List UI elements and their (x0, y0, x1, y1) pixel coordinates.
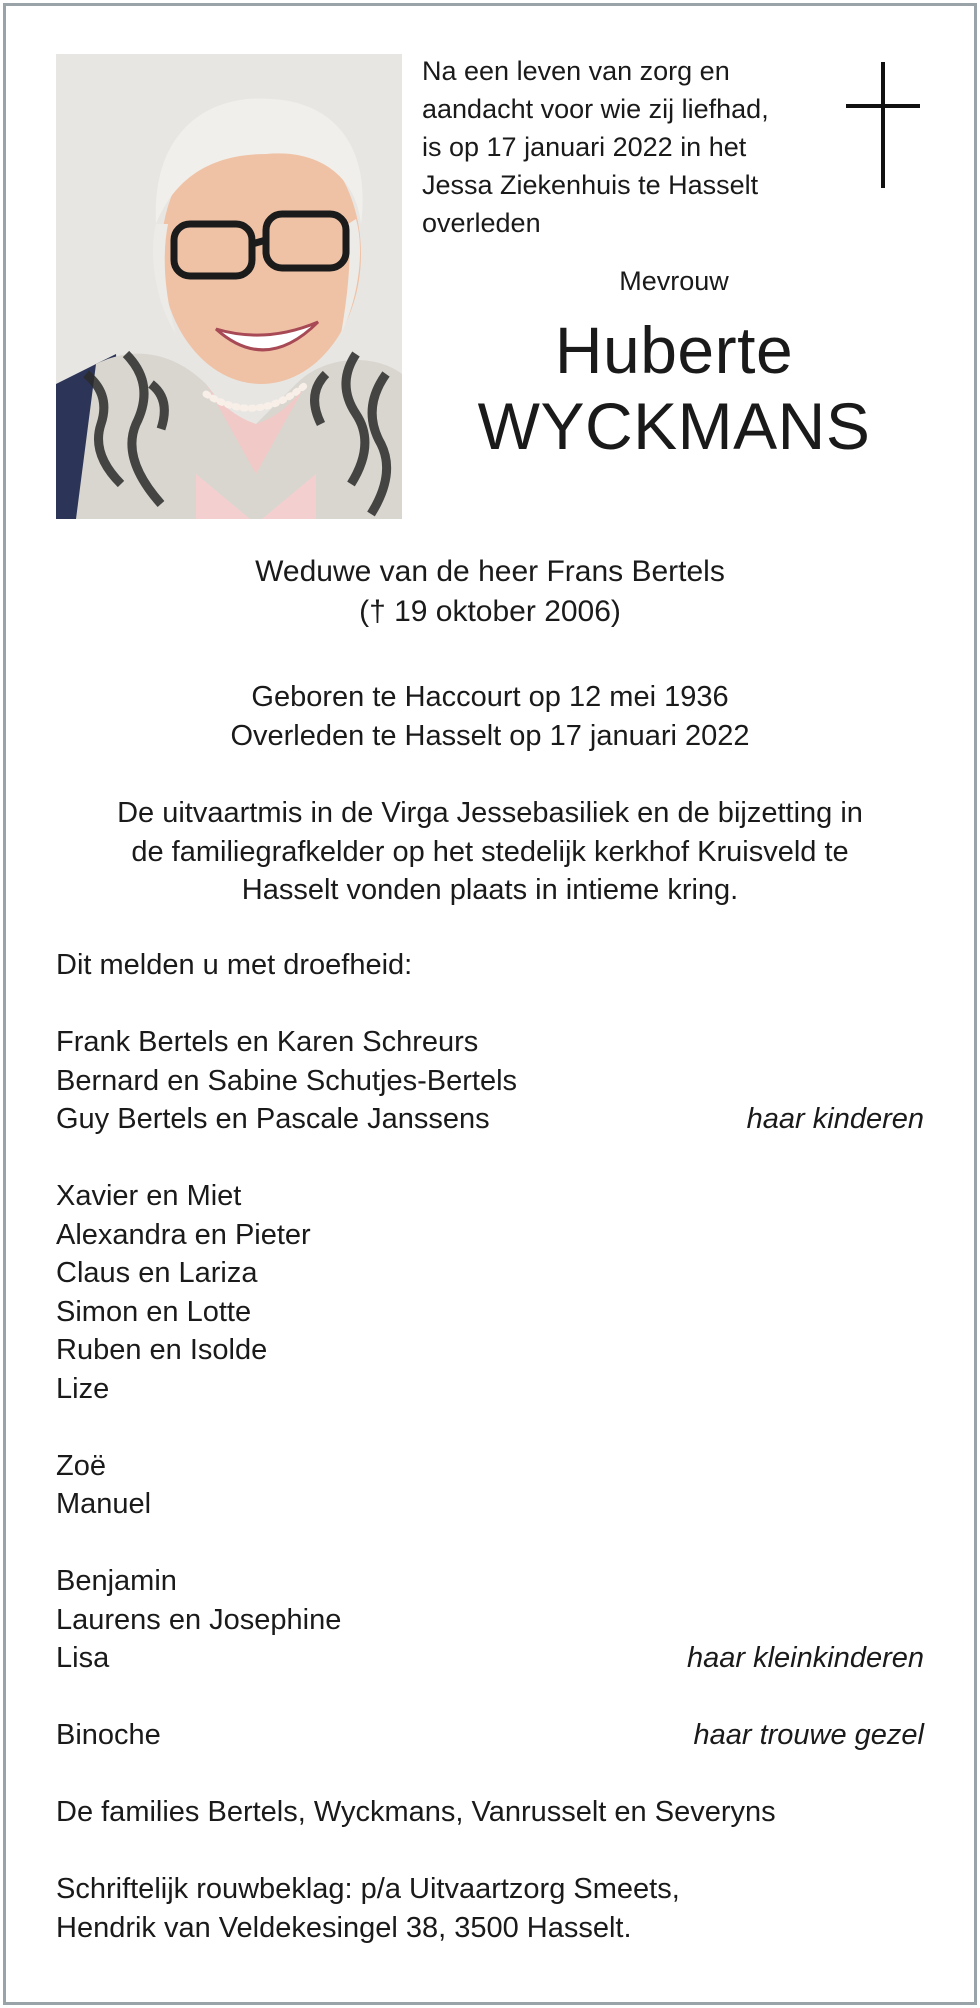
list-item: Benjamin (56, 1565, 177, 1597)
list-item-text: Guy Bertels en Pascale Janssens (56, 1103, 490, 1135)
relation-label: haar trouwe gezel (693, 1719, 924, 1751)
life-dates (56, 678, 924, 755)
list-item (56, 1716, 924, 1755)
list-item (56, 1100, 924, 1139)
list-item: Ruben en Isolde (56, 1334, 268, 1366)
list-item-text: Binoche (56, 1719, 161, 1751)
last-name: WYCKMANS (477, 389, 871, 463)
died-line: Overleden te Hasselt op 17 januari 2022 (230, 719, 750, 752)
widow-line: Weduwe van de heer Frans Bertels (255, 555, 725, 588)
list-item: Claus en Lariza (56, 1257, 258, 1289)
intro-line: is op 17 januari 2022 in het (422, 132, 747, 162)
list-item: Laurens en Josephine (56, 1603, 342, 1636)
funeral-line: De uitvaartmis in de Virga Jessebasiliek en de bijzetting in (117, 797, 863, 829)
intro-line: Jessa Ziekenhuis te Hasselt (422, 170, 759, 200)
list-item: Lize (56, 1372, 110, 1405)
list-item: Bernard en Sabine Schutjes-Bertels (56, 1064, 518, 1097)
mourners-list (56, 946, 924, 1947)
born-line: Geboren te Haccourt op 12 mei 1936 (251, 681, 729, 713)
list-item (56, 1639, 924, 1678)
widow-info (56, 552, 924, 632)
relation-label: haar kinderen (746, 1103, 924, 1135)
portrait-photo (56, 54, 402, 519)
condolence-line: Hendrik van Veldekesingel 38, 3500 Hasselt. (56, 1911, 632, 1944)
intro-line: overleden (422, 208, 541, 238)
condolence-line: Schriftelijk rouwbeklag: p/a Uitvaartzorg Smeets, (56, 1873, 680, 1905)
relation-label: haar kleinkinderen (687, 1642, 924, 1674)
funeral-line: de familiegrafkelder op het stedelijk kerkhof Kruisveld te (131, 835, 849, 868)
deceased-name (422, 312, 926, 464)
list-item: Frank Bertels en Karen Schreurs (56, 1026, 479, 1058)
first-name: Huberte (554, 313, 794, 387)
salutation: Mevrouw (619, 266, 729, 296)
cross-icon (846, 62, 920, 188)
widow-date: († 19 oktober 2006) (359, 595, 621, 628)
families-line: De families Bertels, Wyckmans, Vanrusselt en Severyns (56, 1796, 776, 1828)
intro-text (422, 52, 802, 242)
list-item: Alexandra en Pieter (56, 1218, 311, 1251)
funeral-line: Hasselt vonden plaats in intieme kring. (241, 874, 739, 906)
announcement: Dit melden u met droefheid: (56, 949, 413, 981)
list-item-text: Lisa (56, 1642, 110, 1674)
list-item: Manuel (56, 1488, 152, 1520)
funeral-info (56, 794, 924, 910)
list-item: Simon en Lotte (56, 1295, 252, 1328)
intro-line: aandacht voor wie zij liefhad, (422, 94, 769, 124)
intro-line: Na een leven van zorg en (422, 56, 730, 86)
list-item: Xavier en Miet (56, 1180, 242, 1212)
list-item: Zoë (56, 1449, 106, 1482)
